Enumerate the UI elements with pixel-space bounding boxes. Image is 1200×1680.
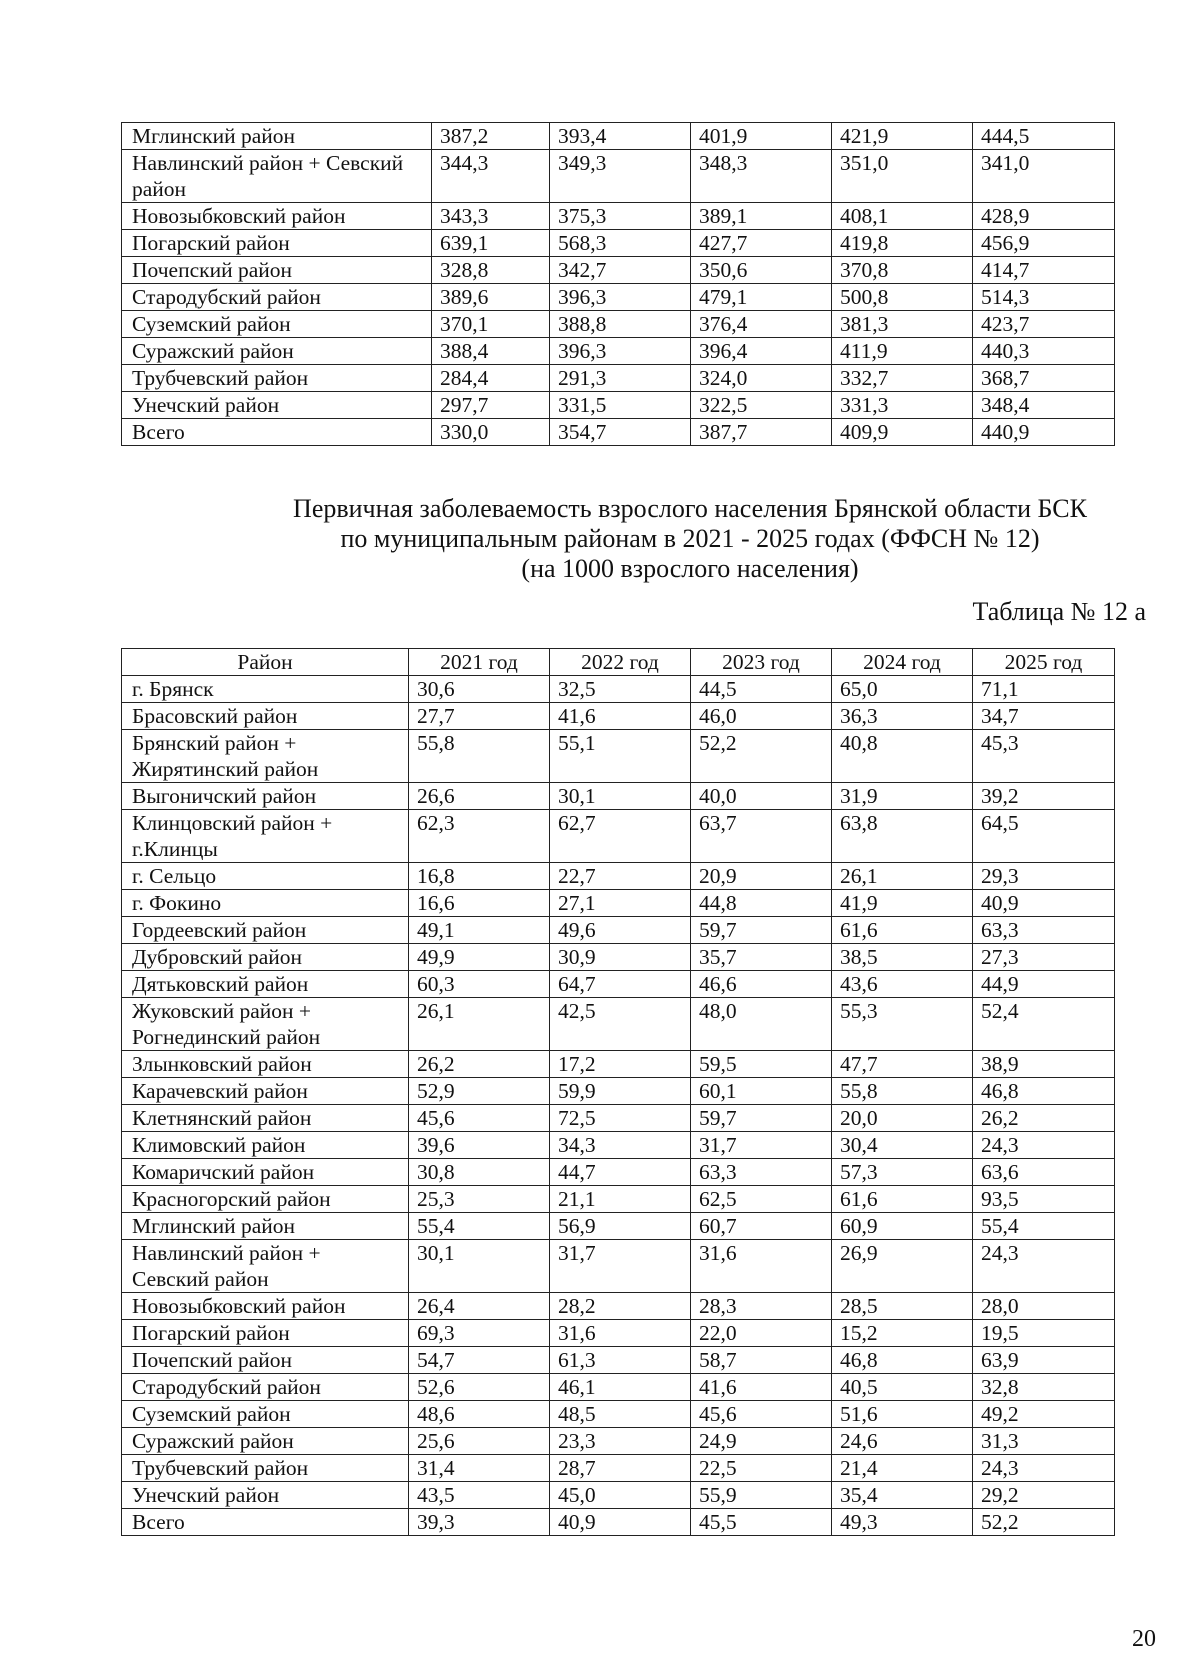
value-cell: 58,7 (691, 1347, 832, 1374)
value-cell: 61,6 (832, 1186, 973, 1213)
district-name-cell: Унечский район (122, 1482, 409, 1509)
district-name-cell: Стародубский район (122, 1374, 409, 1401)
table-row (122, 863, 1115, 890)
value-cell: 46,8 (832, 1347, 973, 1374)
district-name-cell: Суражский район (122, 338, 432, 365)
value-cell: 411,9 (832, 338, 973, 365)
value-cell: 57,3 (832, 1159, 973, 1186)
value-cell: 427,7 (691, 230, 832, 257)
value-cell: 514,3 (973, 284, 1115, 311)
district-name-cell: Всего (122, 419, 432, 446)
value-cell: 40,9 (550, 1509, 691, 1536)
value-cell: 23,3 (550, 1428, 691, 1455)
district-name-cell: Суражский район (122, 1428, 409, 1455)
value-cell: 63,7 (691, 810, 832, 863)
value-cell: 38,5 (832, 944, 973, 971)
value-cell: 28,3 (691, 1293, 832, 1320)
value-cell: 568,3 (550, 230, 691, 257)
table-row (122, 1428, 1115, 1455)
value-cell: 47,7 (832, 1051, 973, 1078)
value-cell: 27,3 (973, 944, 1115, 971)
value-cell: 440,3 (973, 338, 1115, 365)
value-cell: 60,1 (691, 1078, 832, 1105)
value-cell: 93,5 (973, 1186, 1115, 1213)
header-cell: 2024 год (832, 649, 973, 676)
value-cell: 52,2 (691, 730, 832, 783)
district-name-cell: Клинцовский район + г.Клинцы (122, 810, 409, 863)
value-cell: 71,1 (973, 676, 1115, 703)
district-name-cell: Дубровский район (122, 944, 409, 971)
value-cell: 39,2 (973, 783, 1115, 810)
table-row (122, 1051, 1115, 1078)
value-cell: 63,6 (973, 1159, 1115, 1186)
district-name-cell: Унечский район (122, 392, 432, 419)
value-cell: 30,8 (409, 1159, 550, 1186)
value-cell: 284,4 (432, 365, 550, 392)
value-cell: 59,5 (691, 1051, 832, 1078)
district-name-cell: Погарский район (122, 1320, 409, 1347)
district-name-cell: Новозыбковский район (122, 203, 432, 230)
value-cell: 62,7 (550, 810, 691, 863)
value-cell: 401,9 (691, 123, 832, 150)
value-cell: 32,5 (550, 676, 691, 703)
value-cell: 26,9 (832, 1240, 973, 1293)
table-row (122, 971, 1115, 998)
value-cell: 423,7 (973, 311, 1115, 338)
value-cell: 26,1 (832, 863, 973, 890)
district-name-cell: Клетнянский район (122, 1105, 409, 1132)
value-cell: 39,3 (409, 1509, 550, 1536)
value-cell: 69,3 (409, 1320, 550, 1347)
value-cell: 28,0 (973, 1293, 1115, 1320)
district-name-cell: Климовский район (122, 1132, 409, 1159)
value-cell: 25,3 (409, 1186, 550, 1213)
value-cell: 351,0 (832, 150, 973, 203)
table-row (122, 917, 1115, 944)
table-row (122, 1213, 1115, 1240)
district-name-cell: Суземский район (122, 1401, 409, 1428)
value-cell: 46,1 (550, 1374, 691, 1401)
district-name-cell: Новозыбковский район (122, 1293, 409, 1320)
value-cell: 48,6 (409, 1401, 550, 1428)
table-row (122, 150, 1115, 203)
value-cell: 22,0 (691, 1320, 832, 1347)
value-cell: 22,7 (550, 863, 691, 890)
value-cell: 31,6 (550, 1320, 691, 1347)
value-cell: 500,8 (832, 284, 973, 311)
value-cell: 63,9 (973, 1347, 1115, 1374)
value-cell: 44,8 (691, 890, 832, 917)
value-cell: 414,7 (973, 257, 1115, 284)
value-cell: 64,7 (550, 971, 691, 998)
district-name-cell: Злынковский район (122, 1051, 409, 1078)
header-cell: 2023 год (691, 649, 832, 676)
district-name-cell: Мглинский район (122, 123, 432, 150)
value-cell: 52,2 (973, 1509, 1115, 1536)
value-cell: 388,4 (432, 338, 550, 365)
value-cell: 40,0 (691, 783, 832, 810)
value-cell: 44,5 (691, 676, 832, 703)
district-name-cell: Карачевский район (122, 1078, 409, 1105)
value-cell: 30,9 (550, 944, 691, 971)
value-cell: 20,0 (832, 1105, 973, 1132)
value-cell: 65,0 (832, 676, 973, 703)
table-row (122, 1132, 1115, 1159)
value-cell: 479,1 (691, 284, 832, 311)
value-cell: 60,7 (691, 1213, 832, 1240)
value-cell: 291,3 (550, 365, 691, 392)
value-cell: 54,7 (409, 1347, 550, 1374)
table-row (122, 1159, 1115, 1186)
value-cell: 396,3 (550, 284, 691, 311)
value-cell: 396,4 (691, 338, 832, 365)
table-row (122, 676, 1115, 703)
table-row (122, 810, 1115, 863)
district-name-cell: Гордеевский район (122, 917, 409, 944)
value-cell: 40,8 (832, 730, 973, 783)
value-cell: 396,3 (550, 338, 691, 365)
heading-line-3: (на 1000 взрослого населения) (521, 554, 859, 583)
district-name-cell: Красногорский район (122, 1186, 409, 1213)
district-name-cell: Навлинский район + Севский район (122, 1240, 409, 1293)
value-cell: 60,9 (832, 1213, 973, 1240)
value-cell: 55,4 (409, 1213, 550, 1240)
value-cell: 45,6 (409, 1105, 550, 1132)
value-cell: 46,6 (691, 971, 832, 998)
value-cell: 46,8 (973, 1078, 1115, 1105)
value-cell: 61,3 (550, 1347, 691, 1374)
value-cell: 21,4 (832, 1455, 973, 1482)
value-cell: 49,3 (832, 1509, 973, 1536)
value-cell: 63,8 (832, 810, 973, 863)
value-cell: 44,7 (550, 1159, 691, 1186)
table-row (122, 998, 1115, 1051)
value-cell: 55,8 (409, 730, 550, 783)
value-cell: 24,3 (973, 1132, 1115, 1159)
value-cell: 375,3 (550, 203, 691, 230)
value-cell: 324,0 (691, 365, 832, 392)
district-name-cell: Трубчевский район (122, 1455, 409, 1482)
value-cell: 26,2 (973, 1105, 1115, 1132)
district-name-cell: Стародубский район (122, 284, 432, 311)
value-cell: 370,1 (432, 311, 550, 338)
value-cell: 39,6 (409, 1132, 550, 1159)
value-cell: 40,5 (832, 1374, 973, 1401)
value-cell: 354,7 (550, 419, 691, 446)
value-cell: 43,6 (832, 971, 973, 998)
value-cell: 41,6 (550, 703, 691, 730)
value-cell: 61,6 (832, 917, 973, 944)
value-cell: 30,1 (409, 1240, 550, 1293)
value-cell: 52,4 (973, 998, 1115, 1051)
value-cell: 22,5 (691, 1455, 832, 1482)
value-cell: 48,5 (550, 1401, 691, 1428)
value-cell: 24,3 (973, 1240, 1115, 1293)
table-row (122, 1240, 1115, 1293)
table-row (122, 1482, 1115, 1509)
table-row (122, 1347, 1115, 1374)
value-cell: 428,9 (973, 203, 1115, 230)
table-row (122, 1105, 1115, 1132)
value-cell: 639,1 (432, 230, 550, 257)
value-cell: 55,1 (550, 730, 691, 783)
value-cell: 331,5 (550, 392, 691, 419)
value-cell: 16,6 (409, 890, 550, 917)
table-number: Таблица № 12 а (972, 597, 1146, 626)
value-cell: 26,6 (409, 783, 550, 810)
value-cell: 42,5 (550, 998, 691, 1051)
value-cell: 376,4 (691, 311, 832, 338)
table-row (122, 1293, 1115, 1320)
value-cell: 27,1 (550, 890, 691, 917)
value-cell: 48,0 (691, 998, 832, 1051)
value-cell: 388,8 (550, 311, 691, 338)
district-name-cell: г. Сельцо (122, 863, 409, 890)
value-cell: 51,6 (832, 1401, 973, 1428)
value-cell: 26,2 (409, 1051, 550, 1078)
value-cell: 31,7 (691, 1132, 832, 1159)
value-cell: 64,5 (973, 810, 1115, 863)
value-cell: 49,9 (409, 944, 550, 971)
table-row (122, 1374, 1115, 1401)
value-cell: 49,2 (973, 1401, 1115, 1428)
value-cell: 15,2 (832, 1320, 973, 1347)
value-cell: 31,4 (409, 1455, 550, 1482)
value-cell: 35,4 (832, 1482, 973, 1509)
value-cell: 30,4 (832, 1132, 973, 1159)
district-name-cell: Дятьковский район (122, 971, 409, 998)
value-cell: 409,9 (832, 419, 973, 446)
value-cell: 41,9 (832, 890, 973, 917)
value-cell: 24,3 (973, 1455, 1115, 1482)
table-row (122, 392, 1115, 419)
district-name-cell: Выгоничский район (122, 783, 409, 810)
value-cell: 17,2 (550, 1051, 691, 1078)
table-row (122, 1320, 1115, 1347)
table-heading (200, 494, 1180, 584)
district-name-cell: г. Фокино (122, 890, 409, 917)
value-cell: 342,7 (550, 257, 691, 284)
value-cell: 26,4 (409, 1293, 550, 1320)
value-cell: 56,9 (550, 1213, 691, 1240)
table-row (122, 1401, 1115, 1428)
district-name-cell: Суземский район (122, 311, 432, 338)
district-name-cell: Почепский район (122, 1347, 409, 1374)
value-cell: 45,5 (691, 1509, 832, 1536)
district-name-cell: Мглинский район (122, 1213, 409, 1240)
value-cell: 63,3 (973, 917, 1115, 944)
value-cell: 24,9 (691, 1428, 832, 1455)
district-name-cell: Брянский район + Жирятинский район (122, 730, 409, 783)
table-row (122, 284, 1115, 311)
value-cell: 72,5 (550, 1105, 691, 1132)
table-row (122, 365, 1115, 392)
value-cell: 21,1 (550, 1186, 691, 1213)
value-cell: 381,3 (832, 311, 973, 338)
value-cell: 419,8 (832, 230, 973, 257)
value-cell: 30,1 (550, 783, 691, 810)
value-cell: 43,5 (409, 1482, 550, 1509)
value-cell: 62,5 (691, 1186, 832, 1213)
table-continued (121, 122, 1115, 446)
value-cell: 19,5 (973, 1320, 1115, 1347)
value-cell: 34,7 (973, 703, 1115, 730)
value-cell: 59,7 (691, 1105, 832, 1132)
value-cell: 348,4 (973, 392, 1115, 419)
district-name-cell: Трубчевский район (122, 365, 432, 392)
table-row (122, 1186, 1115, 1213)
value-cell: 31,7 (550, 1240, 691, 1293)
value-cell: 46,0 (691, 703, 832, 730)
heading-line-1: Первичная заболеваемость взрослого населения Брянской области БСК (293, 494, 1087, 523)
value-cell: 49,6 (550, 917, 691, 944)
district-name-cell: Почепский район (122, 257, 432, 284)
value-cell: 421,9 (832, 123, 973, 150)
table-row (122, 944, 1115, 971)
header-cell: 2022 год (550, 649, 691, 676)
value-cell: 370,8 (832, 257, 973, 284)
district-name-cell: Брасовский район (122, 703, 409, 730)
value-cell: 27,7 (409, 703, 550, 730)
value-cell: 331,3 (832, 392, 973, 419)
value-cell: 36,3 (832, 703, 973, 730)
value-cell: 387,2 (432, 123, 550, 150)
table-row (122, 338, 1115, 365)
header-cell: Район (122, 649, 409, 676)
value-cell: 31,9 (832, 783, 973, 810)
value-cell: 45,0 (550, 1482, 691, 1509)
value-cell: 34,3 (550, 1132, 691, 1159)
value-cell: 440,9 (973, 419, 1115, 446)
table-row (122, 783, 1115, 810)
value-cell: 349,3 (550, 150, 691, 203)
value-cell: 20,9 (691, 863, 832, 890)
value-cell: 24,6 (832, 1428, 973, 1455)
value-cell: 45,3 (973, 730, 1115, 783)
table-12a (121, 648, 1115, 1536)
value-cell: 350,6 (691, 257, 832, 284)
value-cell: 41,6 (691, 1374, 832, 1401)
district-name-cell: Всего (122, 1509, 409, 1536)
value-cell: 55,3 (832, 998, 973, 1051)
value-cell: 28,7 (550, 1455, 691, 1482)
table-row (122, 203, 1115, 230)
value-cell: 444,5 (973, 123, 1115, 150)
value-cell: 62,3 (409, 810, 550, 863)
value-cell: 26,1 (409, 998, 550, 1051)
value-cell: 55,4 (973, 1213, 1115, 1240)
value-cell: 55,9 (691, 1482, 832, 1509)
value-cell: 387,7 (691, 419, 832, 446)
value-cell: 30,6 (409, 676, 550, 703)
value-cell: 52,9 (409, 1078, 550, 1105)
value-cell: 348,3 (691, 150, 832, 203)
table-row (122, 419, 1115, 446)
value-cell: 328,8 (432, 257, 550, 284)
value-cell: 59,9 (550, 1078, 691, 1105)
value-cell: 393,4 (550, 123, 691, 150)
value-cell: 389,6 (432, 284, 550, 311)
value-cell: 59,7 (691, 917, 832, 944)
value-cell: 44,9 (973, 971, 1115, 998)
header-cell: 2021 год (409, 649, 550, 676)
value-cell: 408,1 (832, 203, 973, 230)
district-name-cell: Жуковский район + Рогнединский район (122, 998, 409, 1051)
value-cell: 28,2 (550, 1293, 691, 1320)
value-cell: 35,7 (691, 944, 832, 971)
value-cell: 16,8 (409, 863, 550, 890)
district-name-cell: Погарский район (122, 230, 432, 257)
district-name-cell: Навлинский район + Севский район (122, 150, 432, 203)
header-row (122, 649, 1115, 676)
value-cell: 31,3 (973, 1428, 1115, 1455)
value-cell: 60,3 (409, 971, 550, 998)
value-cell: 38,9 (973, 1051, 1115, 1078)
value-cell: 29,3 (973, 863, 1115, 890)
value-cell: 343,3 (432, 203, 550, 230)
table-row (122, 730, 1115, 783)
value-cell: 368,7 (973, 365, 1115, 392)
table-row (122, 1078, 1115, 1105)
value-cell: 344,3 (432, 150, 550, 203)
value-cell: 55,8 (832, 1078, 973, 1105)
value-cell: 32,8 (973, 1374, 1115, 1401)
table-row (122, 890, 1115, 917)
value-cell: 330,0 (432, 419, 550, 446)
table-row (122, 1509, 1115, 1536)
value-cell: 297,7 (432, 392, 550, 419)
value-cell: 31,6 (691, 1240, 832, 1293)
value-cell: 332,7 (832, 365, 973, 392)
table-row (122, 703, 1115, 730)
table-row (122, 1455, 1115, 1482)
table-row (122, 123, 1115, 150)
value-cell: 389,1 (691, 203, 832, 230)
value-cell: 63,3 (691, 1159, 832, 1186)
table-row (122, 257, 1115, 284)
value-cell: 29,2 (973, 1482, 1115, 1509)
page-number: 20 (1132, 1626, 1156, 1652)
value-cell: 322,5 (691, 392, 832, 419)
value-cell: 341,0 (973, 150, 1115, 203)
heading-line-2: по муниципальным районам в 2021 - 2025 годах (ФФСН № 12) (340, 524, 1040, 553)
value-cell: 45,6 (691, 1401, 832, 1428)
value-cell: 40,9 (973, 890, 1115, 917)
value-cell: 25,6 (409, 1428, 550, 1455)
value-cell: 456,9 (973, 230, 1115, 257)
district-name-cell: г. Брянск (122, 676, 409, 703)
value-cell: 28,5 (832, 1293, 973, 1320)
table-row (122, 230, 1115, 257)
value-cell: 52,6 (409, 1374, 550, 1401)
district-name-cell: Комаричский район (122, 1159, 409, 1186)
header-cell: 2025 год (973, 649, 1115, 676)
table-row (122, 311, 1115, 338)
value-cell: 49,1 (409, 917, 550, 944)
